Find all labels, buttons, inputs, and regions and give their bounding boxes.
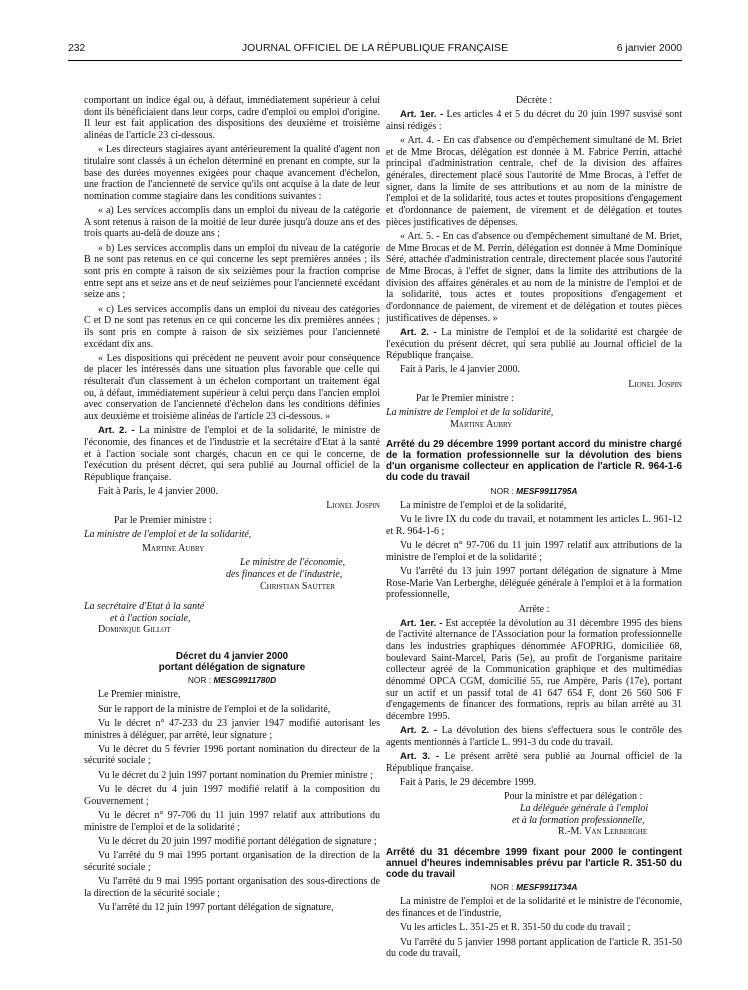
page-header [68,43,682,57]
article-label: Art. 2. - [400,326,437,338]
decrees-heading: Décrète : [515,95,553,106]
article-text: Le présent arrêté sera publié au Journal officiel de la République française. [386,751,682,774]
nor-reference [386,486,682,498]
paragraph: Vu l'arrêté du 9 mai 1995 portant organisation de la direction de la sécurité sociale ; [84,850,380,873]
signature-line: Pour la ministre et par délégation : [504,791,643,803]
paragraph: « a) Les services accomplis dans un emploi du niveau de la catégorie A sont retenus à raison de la moitié de leur durée jusqu'à douze ans et des trois quarts au-delà de douze ans ; [84,205,380,240]
right-column [386,95,682,985]
minister-title: La ministre de l'emploi et de la solidarité, [386,407,554,419]
nor-label: NOR : [490,485,514,496]
paragraph: « Art. 4. - En cas d'absence ou d'empêchement simultané de M. Briet et de Mme Brocas, délégation est donnée à M. Fabrice Perrin, attaché principal d'administration centrale, chef de la division des affaires générales, directement placé sous l'autorité de Mme Brocas, à l'effet de signer, dans la limite de ses attributions et au nom de la ministre de l'emploi et de la solidarité, tous actes et toutes propositions d'engagement et d'ordonnance de paiement, de virement et de délégation et toutes pièces justificatives de dépenses. [386,135,682,228]
decree-title: Arrêté du 31 décembre 1999 fixant pour 2000 le contingent annuel d'heures indemnisables prévu par l'article R. 351-50 du code du travail [386,846,682,880]
nor-code: MESG9911780D [213,675,277,686]
article-label: Art. 3. - [400,751,440,763]
minister-name: Christian Sautter [260,580,336,592]
article-label: Art. 1er. - [400,109,444,121]
done-at: Fait à Paris, le 4 janvier 2000. [98,486,218,498]
paragraph: Vu le décret n° 97-706 du 11 juin 1997 relatif aux attributions du ministre de l'emploi et de la solidarité ; [84,809,380,833]
minister-title: La ministre de l'emploi et de la solidarité, [84,528,252,540]
issue-date: 6 janvier 2000 [616,43,682,54]
page-number: 232 [68,43,86,54]
left-column [84,95,380,985]
paragraph: Vu le décret du 4 juin 1997 modifié relatif à la composition du Gouvernement ; [84,783,380,807]
article-text: Est acceptée la dévolution au 31 décembre 1995 des biens de l'activité alternance de l'Association pour la formation professionnelle dans les industries graphiques dénommée AFOPRIG, domiciliée 68, boulevard Saint-Marcel, Paris (5e), au profit de l'organisme paritaire collecteur agréé de la Communication graphique et des multimédias dénommé OPCA CGM, domicilié 55, rue Ampère, Paris (17e), portant sur un actif et un passif total de 41 647 654 F, dont 26 560 506 F d'engagements de financer des formations, repris au bilan arrêté au 31 décembre 1995. [386,617,682,723]
article-paragraph [386,327,682,362]
paragraph: La ministre de l'emploi et de la solidarité et le ministre de l'économie, des finances et de l'industrie, [386,896,682,920]
journal-title: JOURNAL OFFICIEL DE LA RÉPUBLIQUE FRANÇAISE [241,43,509,54]
paragraph: Vu le décret du 2 juin 1997 portant nomination du Premier ministre ; [98,769,373,781]
article-label: Art. 2. - [98,425,135,437]
by-prime-minister: Par le Premier ministre : [416,392,514,404]
secretary-title: La secrétaire d'Etat à la santé [84,600,205,612]
paragraph: Vu l'arrêté du 9 mai 1995 portant organisation des sous-directions de la direction de la sécurité sociale ; [84,875,380,899]
paragraph: Vu les articles L. 351-25 et R. 351-50 du code du travail ; [400,922,631,934]
paragraph: Vu l'arrêté du 12 juin 1997 portant délégation de signature, [98,901,334,913]
paragraph: comportant un indice égal ou, à défaut, immédiatement supérieur à celui dont ils bénéficiaient dans leur corps, cadre d'emploi ou emploi d'origine. Il leur est fait application des dispositions des deuxième et troisième alinéas de l'article 23 ci-dessous. [84,95,380,141]
by-prime-minister: Par le Premier ministre : [114,514,212,526]
decree-title: Arrêté du 29 décembre 1999 portant accord du ministre chargé de la formation professionnelle sur la dévolution des biens d'un organisme collecteur en application de l'article R. 964-1-6 du code du travail [386,439,682,484]
paragraph: Vu le décret du 20 juin 1997 modifié portant délégation de signature ; [98,835,377,847]
minister-title: Le ministre de l'économie, [240,557,346,569]
article-text: Les articles 4 et 5 du décret du 20 juin 1997 susvisé sont ainsi rédigés : [386,109,682,132]
signatory-name: R.-M. Van Lerberghe [558,826,648,838]
article-text: La ministre de l'emploi et de la solidarité, le ministre de l'économie, des finances et de l'industrie et la secrétaire d'Etat à la santé et à l'action sociale sont chargés, chacun en ce qui le concerne, de l'exécution du présent décret, qui sera publié au Journal officiel de la République française. [84,425,380,483]
header-rule [68,60,682,61]
paragraph: Vu l'arrêté du 5 janvier 1998 portant application de l'article R. 351-50 du code du travail, [386,936,682,960]
done-at: Fait à Paris, le 4 janvier 2000. [400,364,520,376]
article-text: La ministre de l'emploi et de la solidarité est chargée de l'exécution du présent décret, qui sera publié au Journal officiel de la République française. [386,326,682,362]
paragraph: « Art. 5. - En cas d'absence ou d'empêchement simultané de M. Briet, de Mme Brocas et de M. Perrin, délégation est donnée à Mme Dominique Séré, attachée d'administration centrale, directement placée sous l'autorité de Mme Brocas, à l'effet de signer, dans la limite des attributions de la division des affaires générales et au nom de la ministre de l'emploi et de la solidarité, tous actes et toutes propositions d'engagement et d'ordonnance de paiement, de virement et de délégation et toutes pièces justificatives de dépenses. » [386,231,682,324]
article-label: Art. 2. - [400,725,438,737]
secretary-title: et à l'action sociale, [110,612,191,624]
paragraph: « b) Les services accomplis dans un emploi du niveau de la catégorie B ne sont pas retenus en ce qui concerne les sept premières années ; ils sont pris en compte à raison de six seizièmes pour la fraction comprise entre sept ans et seize ans et de neuf seizièmes pour l'ancienneté excédant seize ans ; [84,242,380,301]
article-paragraph [386,751,682,774]
article-paragraph [386,109,682,132]
paragraph: Le Premier ministre, [98,689,181,701]
signatory-name: Lionel Jospin [628,378,682,390]
decree-title: portant délégation de signature [158,661,306,673]
article-paragraph [386,618,682,723]
article-label: Art. 1er. - [400,617,443,629]
paragraph: Sur le rapport de la ministre de l'emploi et de la solidarité, [98,703,331,715]
decree-title: Décret du 4 janvier 2000 [175,650,289,662]
done-at: Fait à Paris, le 29 décembre 1999. [400,777,537,789]
paragraph: « c) Les services accomplis dans un emploi du niveau des catégories C et D ne sont pas retenus en ce qui concerne les dix premières années ; ils sont pris en compte à raison de six seizièmes pour l'ancienneté excédant dix ans. [84,303,380,350]
paragraph: Vu le livre IX du code du travail, et notamment les articles L. 961-12 et R. 964-1-6 ; [386,514,682,537]
nor-reference [84,675,380,687]
decrees-heading: Arrête : [518,603,550,615]
minister-title: des finances et de l'industrie, [226,569,343,581]
paragraph: Vu l'arrêté du 13 juin 1997 portant délégation de signature à Mme Rose-Marie Van Lerberghe, déléguée générale à l'emploi et à la formation professionnelle, [386,565,682,601]
paragraph: La ministre de l'emploi et de la solidarité, [400,499,567,511]
paragraph: « Les dispositions qui précèdent ne peuvent avoir pour conséquence de placer les intéressés dans une situation plus favorable que celle qui résulterait d'un classement à un échelon comportant un traitement égal ou, à défaut, immédiatement supérieur à celui perçu dans l'ancien emploi avec conservation de l'ancienneté d'échelon dans les conditions définies aux deuxième et troisième alinéas de l'article 23 ci-dessous. » [84,352,380,423]
paragraph: Vu le décret n° 47-233 du 23 janvier 1947 modifié autorisant les ministres à déléguer, par arrêté, leur signature ; [84,717,380,741]
nor-label: NOR : [187,675,212,686]
article-paragraph [84,425,380,483]
minister-name: Martine Aubry [450,418,513,430]
nor-code: MESF9911795A [516,485,578,496]
nor-reference [386,882,682,894]
nor-label: NOR : [490,882,514,893]
article-text: La dévolution des biens s'effectuera sous le contrôle des agents mentionnés à l'article L. 991-3 du code du travail. [386,725,682,748]
signatory-name: Lionel Jospin [326,500,380,512]
paragraph: Vu le décret du 5 février 1996 portant nomination du directeur de la sécurité sociale ; [84,743,380,767]
signature-line: La déléguée générale à l'emploi [520,803,649,814]
signature-line: et à la formation professionnelle, [512,814,645,826]
paragraph: « Les directeurs stagiaires ayant antérieurement la qualité d'agent non titulaire sont classés à un échelon déterminé en prenant en compte, sur la base des durées moyennes exigées pour chaque avancement d'échelon, une fraction de l'ancienneté de service qu'ils ont acquise à la date de leur nomination comme stagiaire dans les conditions suivantes : [84,144,380,202]
secretary-name: Dominique Gillot [98,624,171,636]
minister-name: Martine Aubry [142,543,205,555]
article-paragraph [386,725,682,748]
nor-code: MESF9911734A [516,882,578,893]
paragraph: Vu le décret n° 97-706 du 11 juin 1997 relatif aux attributions de la ministre de l'emploi et de la solidarité ; [386,540,682,563]
